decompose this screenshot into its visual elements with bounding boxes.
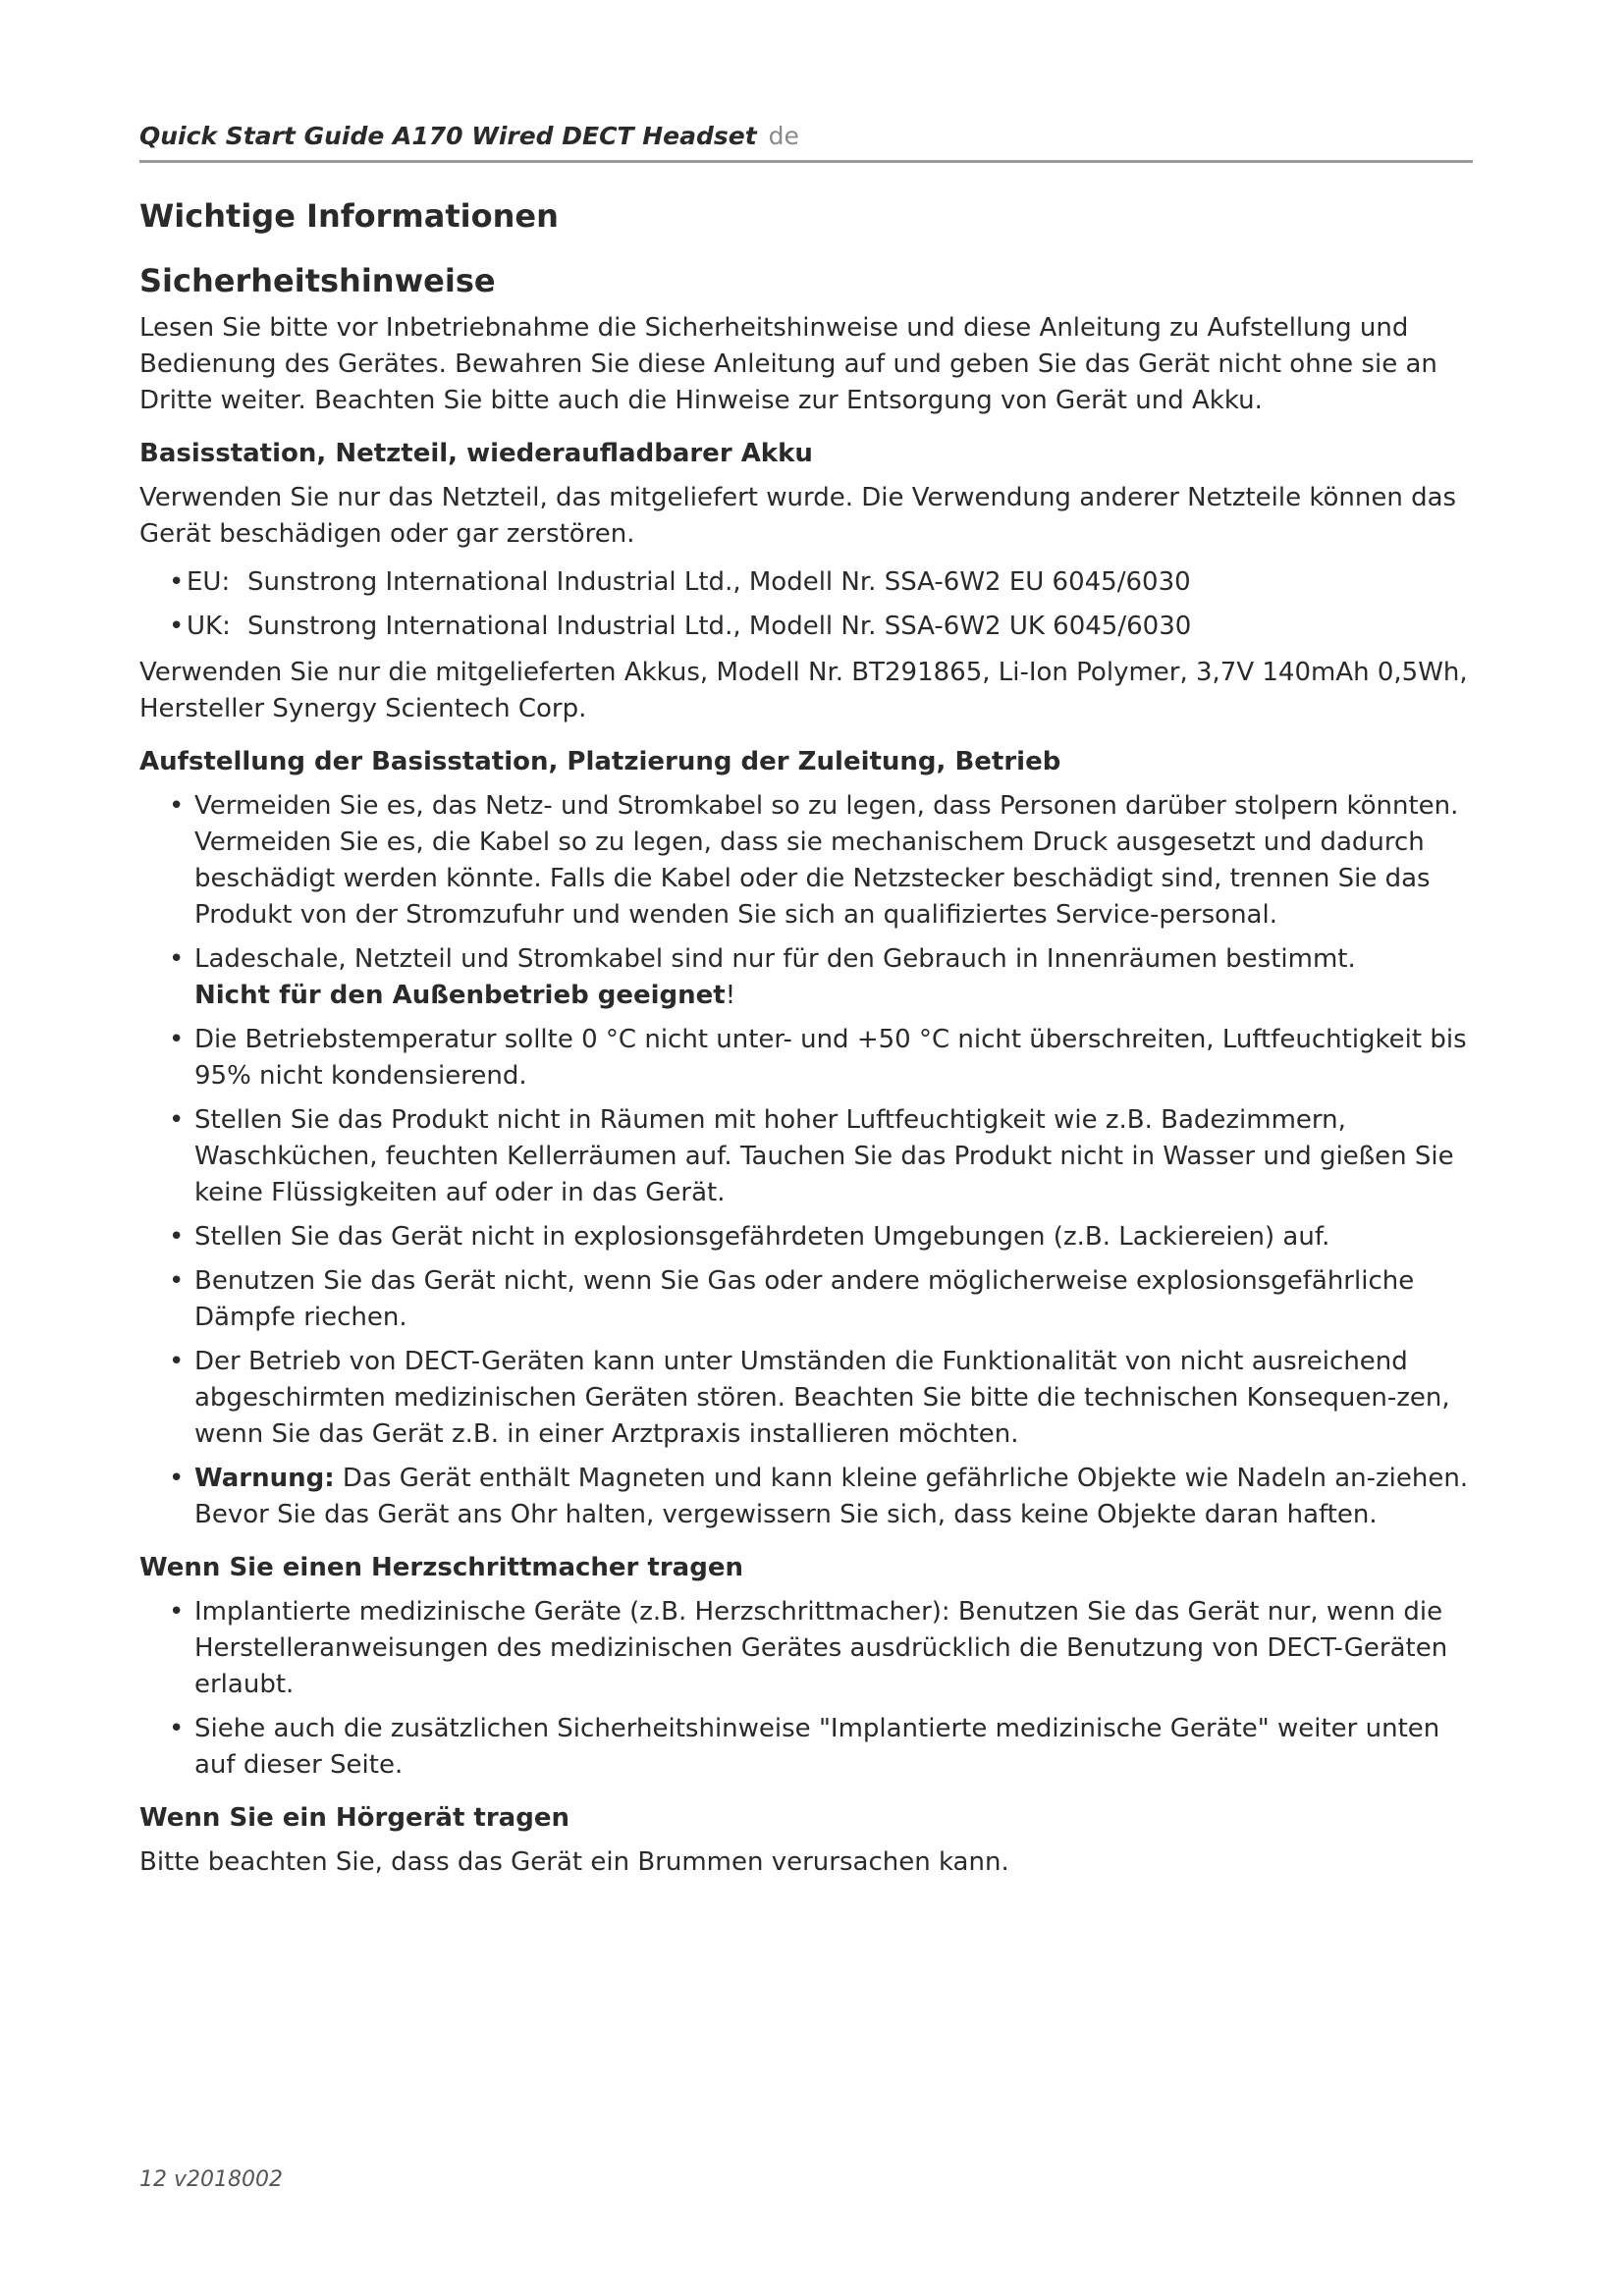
battery-paragraph: Verwenden Sie nur die mitgelieferten Akkus, Modell Nr. BT291865, Li-Ion Polymer, 3,7V 140mAh 0,5Wh, Hersteller Synergy Scientech Corp. — [139, 658, 1468, 723]
list-item: • Benutzen Sie das Gerät nicht, wenn Sie Gas oder andere möglicherweise explosionsgefährliche Dämpfe riechen. — [139, 1263, 1485, 1336]
list-item: • Die Betriebstemperatur sollte 0 °C nicht unter- und +50 °C nicht überschreiten, Luftfeuchtigkeit bis 95% nicht kondensierend. — [139, 1022, 1485, 1095]
installation-list — [139, 788, 1485, 1533]
list-item: • Implantierte medizinische Geräte (z.B. Herzschrittmacher): Benutzen Sie das Gerät nur, wenn die Herstelleranweisungen des medizinischen Gerätes ausdrücklich die Benutzung von DECT-Geräten erlaubt. — [139, 1594, 1485, 1703]
page-header — [139, 122, 1473, 163]
list-item: • Der Betrieb von DECT-Geräten kann unter Umständen die Funktionalität von nicht ausreichend abgeschirmten medizinischen Geräten stören. Beachten Sie bitte die technischen Konsequen-zen, wenn Sie das Gerät z.B. in einer Arztpraxis installieren möchten. — [139, 1344, 1485, 1453]
hearing-aid-paragraph: Bitte beachten Sie, dass das Gerät ein Brummen verursachen kann. — [139, 1847, 1009, 1877]
model-text: Sunstrong International Industrial Ltd., Modell Nr. SSA-6W2 UK 6045/6030 — [247, 612, 1192, 641]
warning-text: Das Gerät enthält Magneten und kann kleine gefährliche Objekte wie Nadeln an-ziehen. Bevor Sie das Gerät ans Ohr halten, vergewissern Sie sich, dass keine Objekte daran haften. — [194, 1464, 1469, 1529]
power-supply-models-list — [139, 564, 1485, 645]
list-item — [139, 941, 1485, 1014]
page-footer: 12 v2018002 — [139, 2167, 283, 2192]
list-item: • Stellen Sie das Gerät nicht in explosionsgefährdeten Umgebungen (z.B. Lackiereien) auf. — [139, 1219, 1485, 1255]
region-code: EU: — [187, 567, 231, 597]
list-item: • Siehe auch die zusätzlichen Sicherheitshinweise "Implantierte medizinische Geräte" weiter unten auf dieser Seite. — [139, 1711, 1485, 1784]
list-item: • Vermeiden Sie es, das Netz- und Stromkabel so zu legen, dass Personen darüber stolpern könnten. Vermeiden Sie es, die Kabel so zu legen, dass sie mechanischem Druck ausgesetzt und dadurch beschädigt werden könnte. Falls die Kabel oder die Netzstecker beschädigt sind, trennen Sie das Produkt von der Stromzufuhr und wenden Sie sich an qualifiziertes Service-personal. — [139, 788, 1485, 934]
intro-paragraph: Lesen Sie bitte vor Inbetriebnahme die Sicherheitshinweise und diese Anleitung zu Aufstellung und Bedienung des Gerätes. Bewahren Sie diese Anleitung auf und geben Sie das Gerät nicht ohne sie an Dritte weiter. Beachten Sie bitte auch die Hinweise zur Entsorgung von Gerät und Akku. — [139, 313, 1437, 415]
list-item — [139, 1461, 1485, 1533]
language-code: de — [768, 122, 799, 150]
power-supply-paragraph: Verwenden Sie nur das Netzteil, das mitgeliefert wurde. Die Verwendung anderer Netzteile können das Gerät beschädigen oder gar zerstören. — [139, 483, 1457, 549]
section-title-safety: Sicherheitshinweise — [139, 262, 496, 299]
heading-pacemaker: Wenn Sie einen Herzschrittmacher tragen — [139, 1553, 743, 1582]
exclamation: ! — [725, 981, 736, 1010]
outdoor-warning: Nicht für den Außenbetrieb geeignet — [194, 981, 726, 1010]
heading-hearing-aid: Wenn Sie ein Hörgerät tragen — [139, 1803, 569, 1833]
pacemaker-list — [139, 1594, 1485, 1784]
document-title: Quick Start Guide A170 Wired DECT Headset — [139, 122, 757, 150]
list-item — [139, 609, 1485, 645]
model-text: Sunstrong International Industrial Ltd., Modell Nr. SSA-6W2 EU 6045/6030 — [247, 567, 1191, 597]
list-item — [139, 564, 1485, 601]
list-item: • Stellen Sie das Produkt nicht in Räumen mit hoher Luftfeuchtigkeit wie z.B. Badezimmern, Waschküchen, feuchten Kellerräumen auf. Tauchen Sie das Produkt nicht in Wasser und gießen Sie keine Flüssigkeiten auf oder in das Gerät. — [139, 1102, 1485, 1211]
region-code: UK: — [187, 612, 231, 641]
heading-base-station: Basisstation, Netzteil, wiederaufladbarer Akku — [139, 439, 813, 468]
indoor-use-text: Ladeschale, Netzteil und Stromkabel sind nur für den Gebrauch in Innenräumen bestimmt. — [194, 944, 1356, 974]
heading-installation: Aufstellung der Basisstation, Platzierung der Zuleitung, Betrieb — [139, 747, 1061, 776]
document-body — [139, 194, 1485, 1893]
warning-label: Warnung: — [194, 1464, 335, 1493]
section-title-important-info: Wichtige Informationen — [139, 197, 559, 235]
